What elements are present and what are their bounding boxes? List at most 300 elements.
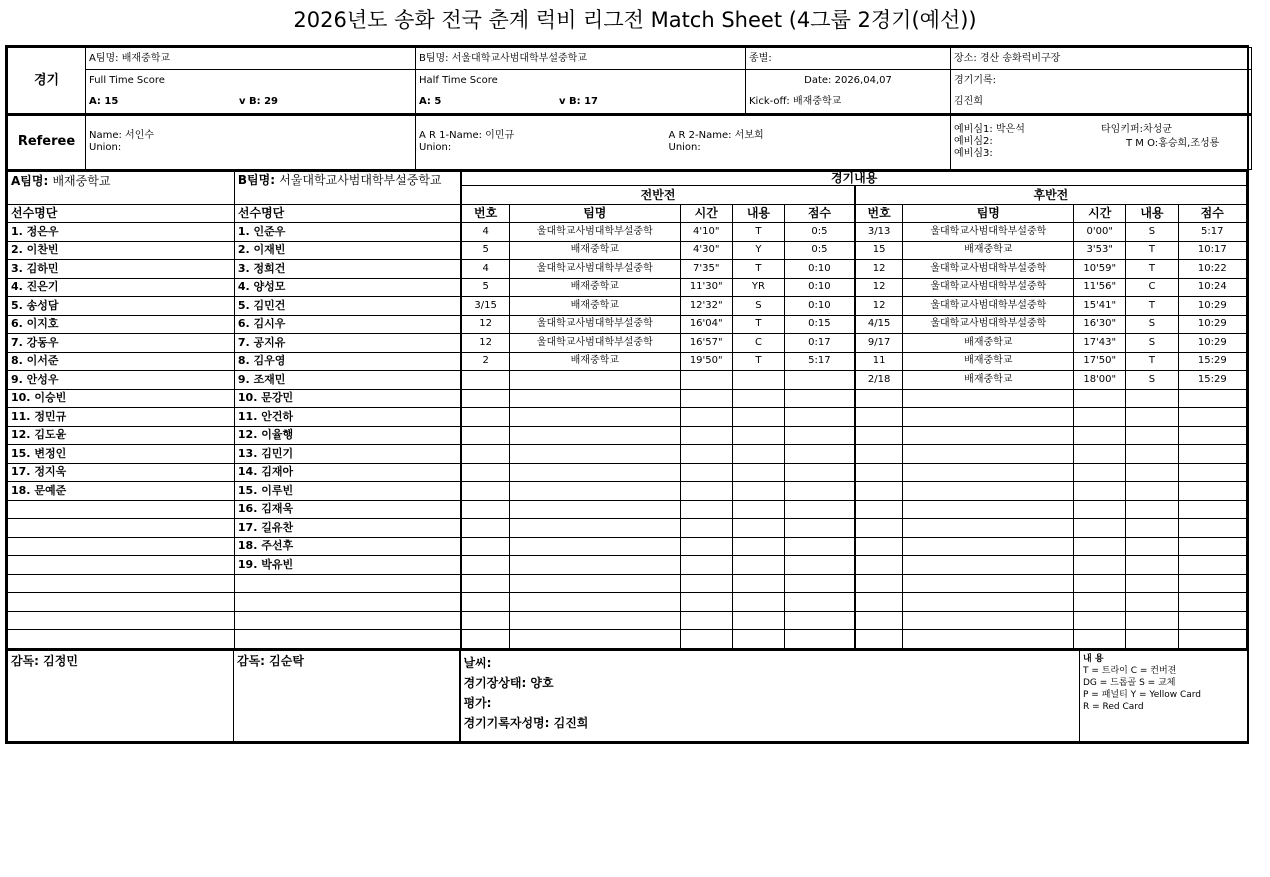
second-half-event-cell: 울대학교사범대학부설중학 xyxy=(903,223,1074,242)
player-a: 17. 정지욱 xyxy=(8,463,235,482)
first-half-event-cell: 3/15 xyxy=(461,297,509,316)
second-half-event-cell xyxy=(1074,574,1126,593)
first-half-event-cell: 0:10 xyxy=(785,278,855,297)
first-half-event-cell xyxy=(680,611,732,630)
first-half-event-cell xyxy=(732,463,784,482)
second-half-event-cell: 울대학교사범대학부설중학 xyxy=(903,315,1074,334)
record-label: 경기기록: xyxy=(951,70,1252,92)
first-half-event-cell xyxy=(680,574,732,593)
second-half-event-cell xyxy=(1074,500,1126,519)
second-half-event-cell xyxy=(1074,482,1126,501)
first-half-event-cell: 4'30" xyxy=(680,241,732,260)
referee-name: Name: 서인수 xyxy=(89,130,155,142)
full-time-label: Full Time Score xyxy=(86,70,416,92)
second-half-event-cell xyxy=(1126,445,1178,464)
second-half-event-cell xyxy=(903,463,1074,482)
first-half-col-header: 내용 xyxy=(732,204,784,223)
second-half-label: 후반전 xyxy=(855,186,1247,205)
first-half-event-cell xyxy=(680,408,732,427)
first-half-event-cell xyxy=(680,426,732,445)
second-half-event-cell: 16'30" xyxy=(1074,315,1126,334)
player-b xyxy=(234,611,461,630)
second-half-event-cell xyxy=(1178,630,1246,649)
table-row xyxy=(8,611,1247,630)
second-half-event-cell xyxy=(855,445,903,464)
ar1-name: A R 1-Name: 이민규 xyxy=(419,130,515,142)
second-half-event-cell: 10:22 xyxy=(1178,260,1246,279)
second-half-col-header: 내용 xyxy=(1126,204,1178,223)
table-row xyxy=(8,389,1247,408)
second-half-event-cell xyxy=(903,426,1074,445)
second-half-event-cell xyxy=(903,630,1074,649)
table-row xyxy=(8,241,1247,260)
second-half-event-cell xyxy=(1074,463,1126,482)
player-a: 11. 정민규 xyxy=(8,408,235,427)
first-half-event-cell xyxy=(461,611,509,630)
legend xyxy=(1080,650,1248,742)
legend-line-1: T = 트라이 C = 컨버젼 xyxy=(1083,665,1177,676)
player-a: 7. 강동우 xyxy=(8,334,235,353)
player-b: 11. 안건하 xyxy=(234,408,461,427)
first-half-event-cell xyxy=(785,519,855,538)
player-a: 6. 이지호 xyxy=(8,315,235,334)
player-b: 10. 문강민 xyxy=(234,389,461,408)
table-row xyxy=(8,278,1247,297)
first-half-event-cell xyxy=(785,593,855,612)
player-b: 19. 박유빈 xyxy=(234,556,461,575)
match-header-table xyxy=(7,47,1252,114)
half-score-b: v B: 17 xyxy=(559,96,599,108)
second-half-event-cell: 울대학교사범대학부설중학 xyxy=(903,297,1074,316)
first-half-event-cell: 0:5 xyxy=(785,241,855,260)
first-half-event-cell: 0:10 xyxy=(785,260,855,279)
player-b xyxy=(234,574,461,593)
table-row xyxy=(8,445,1247,464)
team-b-label: B팀명: xyxy=(419,52,452,64)
player-a xyxy=(8,500,235,519)
second-half-event-cell xyxy=(855,574,903,593)
player-a xyxy=(8,611,235,630)
first-half-event-cell xyxy=(732,408,784,427)
first-half-event-cell: 울대학교사범대학부설중학 xyxy=(509,315,680,334)
second-half-event-cell xyxy=(855,537,903,556)
ar2-union: Union: xyxy=(668,142,701,154)
second-half-event-cell xyxy=(1178,611,1246,630)
first-half-event-cell: 12 xyxy=(461,334,509,353)
second-half-event-cell: 울대학교사범대학부설중학 xyxy=(903,278,1074,297)
first-half-event-cell xyxy=(509,593,680,612)
second-half-col-header: 팀명 xyxy=(903,204,1074,223)
first-half-event-cell: 16'57" xyxy=(680,334,732,353)
table-row xyxy=(8,408,1247,427)
player-a: 2. 이찬빈 xyxy=(8,241,235,260)
first-half-event-cell xyxy=(732,482,784,501)
first-half-event-cell xyxy=(461,408,509,427)
first-half-col-header: 팀명 xyxy=(509,204,680,223)
second-half-event-cell xyxy=(903,408,1074,427)
second-half-event-cell: 4/15 xyxy=(855,315,903,334)
player-a: 9. 안성우 xyxy=(8,371,235,390)
second-half-event-cell xyxy=(1126,408,1178,427)
second-half-event-cell: T xyxy=(1126,352,1178,371)
player-b: 7. 공지유 xyxy=(234,334,461,353)
field-condition: 경기장상태: 양호 xyxy=(463,675,554,690)
player-a xyxy=(8,593,235,612)
second-half-event-cell xyxy=(1178,537,1246,556)
first-half-event-cell xyxy=(680,593,732,612)
player-b: 3. 정희건 xyxy=(234,260,461,279)
legend-line-4: R = Red Card xyxy=(1083,701,1144,712)
half-score-a: A: 5 xyxy=(419,96,442,108)
second-half-event-cell: 배재중학교 xyxy=(903,334,1074,353)
first-half-event-cell: 0:17 xyxy=(785,334,855,353)
referee-union: Union: xyxy=(89,142,122,154)
first-half-event-cell: 0:5 xyxy=(785,223,855,242)
first-half-event-cell xyxy=(509,500,680,519)
player-b: 8. 김우영 xyxy=(234,352,461,371)
first-half-event-cell xyxy=(509,389,680,408)
recorder-sign: 경기기록자성명: 김진희 xyxy=(463,715,589,730)
second-half-event-cell xyxy=(903,445,1074,464)
page-title: 2026년도 송화 전국 춘계 럭비 리그전 Match Sheet (4그룹 2경기(예선)) xyxy=(293,8,977,32)
first-half-event-cell: T xyxy=(732,223,784,242)
table-row xyxy=(8,260,1247,279)
team-b-name: 서울대학교사범대학부설중학교 xyxy=(451,52,587,64)
first-half-event-cell xyxy=(732,389,784,408)
second-half-event-cell xyxy=(1074,389,1126,408)
first-half-col-header: 점수 xyxy=(785,204,855,223)
first-half-event-cell xyxy=(461,556,509,575)
table-row xyxy=(8,334,1247,353)
first-half-event-cell: Y xyxy=(732,241,784,260)
full-score-b: v B: 29 xyxy=(239,96,279,108)
second-half-event-cell xyxy=(1178,574,1246,593)
category: 종별: xyxy=(746,48,951,70)
match-date: Date: 2026,04,07 xyxy=(746,70,951,92)
second-half-event-cell: 11 xyxy=(855,352,903,371)
first-half-event-cell xyxy=(732,426,784,445)
table-row xyxy=(8,426,1247,445)
match-label: 경기 xyxy=(8,48,86,114)
second-half-event-cell: 3/13 xyxy=(855,223,903,242)
table-row xyxy=(8,352,1247,371)
table-row xyxy=(8,315,1247,334)
first-half-event-cell xyxy=(732,630,784,649)
first-half-event-cell: 배재중학교 xyxy=(509,241,680,260)
player-b: 16. 김재욱 xyxy=(234,500,461,519)
table-row xyxy=(8,537,1247,556)
table-row xyxy=(8,556,1247,575)
second-half-event-cell xyxy=(903,611,1074,630)
second-half-event-cell xyxy=(1074,556,1126,575)
second-half-event-cell: S xyxy=(1126,223,1178,242)
player-b xyxy=(234,593,461,612)
second-half-event-cell: 배재중학교 xyxy=(903,241,1074,260)
second-half-event-cell xyxy=(855,408,903,427)
first-half-event-cell xyxy=(732,556,784,575)
first-half-event-cell: 2 xyxy=(461,352,509,371)
second-half-event-cell: 11'56" xyxy=(1074,278,1126,297)
first-half-event-cell: 배재중학교 xyxy=(509,352,680,371)
first-half-event-cell xyxy=(680,630,732,649)
first-half-event-cell xyxy=(785,611,855,630)
table-row xyxy=(8,519,1247,538)
second-half-event-cell: T xyxy=(1126,260,1178,279)
coach-a: 감독: 김정민 xyxy=(8,650,234,742)
first-half-event-cell xyxy=(680,463,732,482)
second-half-event-cell xyxy=(855,482,903,501)
first-half-event-cell: T xyxy=(732,352,784,371)
first-half-event-cell xyxy=(461,519,509,538)
second-half-event-cell xyxy=(903,593,1074,612)
first-half-event-cell xyxy=(785,389,855,408)
team-a-label: A팀명: xyxy=(89,52,122,64)
second-half-event-cell xyxy=(1126,389,1178,408)
second-half-event-cell: 9/17 xyxy=(855,334,903,353)
second-half-event-cell: 12 xyxy=(855,260,903,279)
player-b: 15. 이루빈 xyxy=(234,482,461,501)
player-a: 15. 변정인 xyxy=(8,445,235,464)
second-half-event-cell xyxy=(1178,519,1246,538)
first-half-col-header: 시간 xyxy=(680,204,732,223)
first-half-event-cell xyxy=(680,519,732,538)
second-half-event-cell: 5:17 xyxy=(1178,223,1246,242)
second-half-event-cell: 배재중학교 xyxy=(903,371,1074,390)
first-half-event-cell xyxy=(509,463,680,482)
second-half-event-cell xyxy=(855,463,903,482)
table-row xyxy=(8,223,1247,242)
first-half-event-cell xyxy=(509,611,680,630)
first-half-event-cell: 0:15 xyxy=(785,315,855,334)
reserve-2: 예비심2: xyxy=(954,136,993,148)
roster-a-label: A팀명: xyxy=(11,173,49,188)
second-half-event-cell xyxy=(1178,463,1246,482)
first-half-event-cell: 배재중학교 xyxy=(509,297,680,316)
first-half-event-cell xyxy=(509,371,680,390)
second-half-event-cell: 17'43" xyxy=(1074,334,1126,353)
first-half-event-cell: 12'32" xyxy=(680,297,732,316)
player-a: 12. 김도윤 xyxy=(8,426,235,445)
second-half-event-cell xyxy=(903,500,1074,519)
reserve-1: 예비심1: 박은석 xyxy=(954,124,1025,136)
second-half-event-cell xyxy=(855,630,903,649)
referee-table xyxy=(7,114,1252,170)
second-half-event-cell xyxy=(1126,556,1178,575)
second-half-event-cell: 17'50" xyxy=(1074,352,1126,371)
first-half-event-cell xyxy=(785,556,855,575)
footer-table xyxy=(7,649,1248,743)
first-half-event-cell xyxy=(509,574,680,593)
player-a: 1. 정은우 xyxy=(8,223,235,242)
referee-label: Referee xyxy=(8,115,86,169)
first-half-event-cell xyxy=(785,574,855,593)
first-half-event-cell xyxy=(461,463,509,482)
second-half-event-cell xyxy=(855,519,903,538)
first-half-event-cell xyxy=(461,426,509,445)
player-b: 5. 김민건 xyxy=(234,297,461,316)
second-half-col-header: 시간 xyxy=(1074,204,1126,223)
second-half-event-cell: 12 xyxy=(855,297,903,316)
first-half-event-cell xyxy=(732,611,784,630)
first-half-event-cell: 11'30" xyxy=(680,278,732,297)
first-half-event-cell xyxy=(461,630,509,649)
first-half-event-cell xyxy=(509,426,680,445)
legend-line-2: DG = 드롭골 S = 교체 xyxy=(1083,677,1176,688)
first-half-event-cell: YR xyxy=(732,278,784,297)
first-half-event-cell xyxy=(461,482,509,501)
first-half-event-cell: T xyxy=(732,315,784,334)
legend-line-3: P = 패널티 Y = Yellow Card xyxy=(1083,689,1202,700)
player-a xyxy=(8,537,235,556)
player-b: 4. 양성모 xyxy=(234,278,461,297)
first-half-event-cell: 16'04" xyxy=(680,315,732,334)
roster-a-name: 배재중학교 xyxy=(52,173,111,188)
second-half-event-cell xyxy=(1074,611,1126,630)
first-half-event-cell: C xyxy=(732,334,784,353)
second-half-event-cell: 3'53" xyxy=(1074,241,1126,260)
second-half-event-cell xyxy=(903,482,1074,501)
second-half-event-cell: 2/18 xyxy=(855,371,903,390)
roster-events-table xyxy=(7,170,1247,649)
second-half-event-cell xyxy=(855,593,903,612)
first-half-event-cell xyxy=(732,537,784,556)
second-half-col-header: 번호 xyxy=(855,204,903,223)
player-b: 18. 주선후 xyxy=(234,537,461,556)
tmo: T M O:홍승희,조성룡 xyxy=(1126,138,1220,149)
second-half-event-cell: 12 xyxy=(855,278,903,297)
player-b xyxy=(234,630,461,649)
second-half-event-cell: 10'59" xyxy=(1074,260,1126,279)
player-a: 10. 이승빈 xyxy=(8,389,235,408)
first-half-event-cell: T xyxy=(732,260,784,279)
first-half-event-cell xyxy=(680,371,732,390)
second-half-event-cell xyxy=(1126,519,1178,538)
second-half-event-cell xyxy=(1178,482,1246,501)
second-half-event-cell: 울대학교사범대학부설중학 xyxy=(903,260,1074,279)
second-half-event-cell: S xyxy=(1126,371,1178,390)
first-half-event-cell xyxy=(509,482,680,501)
events-section-label: 경기내용 xyxy=(461,171,1246,186)
first-half-event-cell xyxy=(461,537,509,556)
second-half-event-cell: 18'00" xyxy=(1074,371,1126,390)
weather: 날씨: xyxy=(463,655,492,670)
second-half-event-cell xyxy=(1126,426,1178,445)
second-half-event-cell xyxy=(855,500,903,519)
first-half-event-cell xyxy=(509,556,680,575)
first-half-event-cell: 7'35" xyxy=(680,260,732,279)
venue: 장소: 경산 송화럭비구장 xyxy=(951,48,1252,70)
first-half-event-cell xyxy=(785,445,855,464)
table-row xyxy=(8,630,1247,649)
second-half-event-cell: 15 xyxy=(855,241,903,260)
player-a: 3. 김하민 xyxy=(8,260,235,279)
first-half-event-cell xyxy=(461,574,509,593)
first-half-event-cell xyxy=(680,500,732,519)
ar1-union: Union: xyxy=(419,142,452,154)
player-b: 9. 조재민 xyxy=(234,371,461,390)
second-half-event-cell xyxy=(1178,408,1246,427)
second-half-event-cell xyxy=(903,574,1074,593)
legend-title: 내 용 xyxy=(1083,653,1104,664)
first-half-event-cell: 배재중학교 xyxy=(509,278,680,297)
table-row xyxy=(8,463,1247,482)
second-half-event-cell xyxy=(1074,426,1126,445)
first-half-event-cell: 19'50" xyxy=(680,352,732,371)
second-half-event-cell: 10:29 xyxy=(1178,297,1246,316)
second-half-event-cell xyxy=(1074,408,1126,427)
second-half-event-cell xyxy=(855,611,903,630)
table-row xyxy=(8,574,1247,593)
second-half-event-cell: C xyxy=(1126,278,1178,297)
second-half-event-cell xyxy=(903,556,1074,575)
first-half-event-cell xyxy=(680,389,732,408)
second-half-event-cell xyxy=(1178,593,1246,612)
second-half-event-cell xyxy=(1126,593,1178,612)
roster-b-label: B팀명: xyxy=(237,172,276,187)
player-a xyxy=(8,574,235,593)
table-row xyxy=(8,593,1247,612)
second-half-event-cell: 10:29 xyxy=(1178,334,1246,353)
table-row xyxy=(8,297,1247,316)
first-half-event-cell xyxy=(461,500,509,519)
table-row xyxy=(8,500,1247,519)
first-half-event-cell xyxy=(785,426,855,445)
player-a: 4. 진은기 xyxy=(8,278,235,297)
second-half-event-cell xyxy=(1178,500,1246,519)
second-half-event-cell xyxy=(1178,426,1246,445)
second-half-event-cell: 15:29 xyxy=(1178,371,1246,390)
first-half-event-cell xyxy=(509,408,680,427)
second-half-event-cell xyxy=(1178,556,1246,575)
player-a: 8. 이서준 xyxy=(8,352,235,371)
first-half-event-cell xyxy=(785,463,855,482)
second-half-event-cell xyxy=(1074,593,1126,612)
first-half-event-cell: 0:10 xyxy=(785,297,855,316)
first-half-event-cell xyxy=(680,556,732,575)
first-half-event-cell xyxy=(680,445,732,464)
player-a: 18. 문예준 xyxy=(8,482,235,501)
first-half-event-cell: 5 xyxy=(461,241,509,260)
second-half-event-cell: 10:29 xyxy=(1178,315,1246,334)
recorder: 김진희 xyxy=(951,92,1252,114)
second-half-event-cell xyxy=(1126,537,1178,556)
second-half-event-cell xyxy=(855,556,903,575)
first-half-event-cell: 울대학교사범대학부설중학 xyxy=(509,334,680,353)
second-half-event-cell: 10:24 xyxy=(1178,278,1246,297)
first-half-event-cell: 4 xyxy=(461,260,509,279)
first-half-col-header: 번호 xyxy=(461,204,509,223)
second-half-event-cell xyxy=(1074,519,1126,538)
second-half-event-cell xyxy=(1126,482,1178,501)
first-half-event-cell xyxy=(509,519,680,538)
first-half-event-cell xyxy=(785,482,855,501)
first-half-event-cell xyxy=(509,537,680,556)
first-half-event-cell xyxy=(461,593,509,612)
first-half-event-cell: 울대학교사범대학부설중학 xyxy=(509,260,680,279)
first-half-event-cell xyxy=(732,371,784,390)
first-half-event-cell: 울대학교사범대학부설중학 xyxy=(509,223,680,242)
team-a-name: 배재중학교 xyxy=(121,52,171,64)
ar2-name: A R 2-Name: 서보희 xyxy=(668,130,764,142)
roster-a-player-header: 선수명단 xyxy=(8,204,235,223)
second-half-event-cell xyxy=(903,389,1074,408)
full-score-a: A: 15 xyxy=(89,96,119,108)
player-b: 6. 김시우 xyxy=(234,315,461,334)
first-half-label: 전반전 xyxy=(461,186,855,205)
first-half-event-cell: 5 xyxy=(461,278,509,297)
first-half-event-cell xyxy=(785,630,855,649)
first-half-event-cell: S xyxy=(732,297,784,316)
